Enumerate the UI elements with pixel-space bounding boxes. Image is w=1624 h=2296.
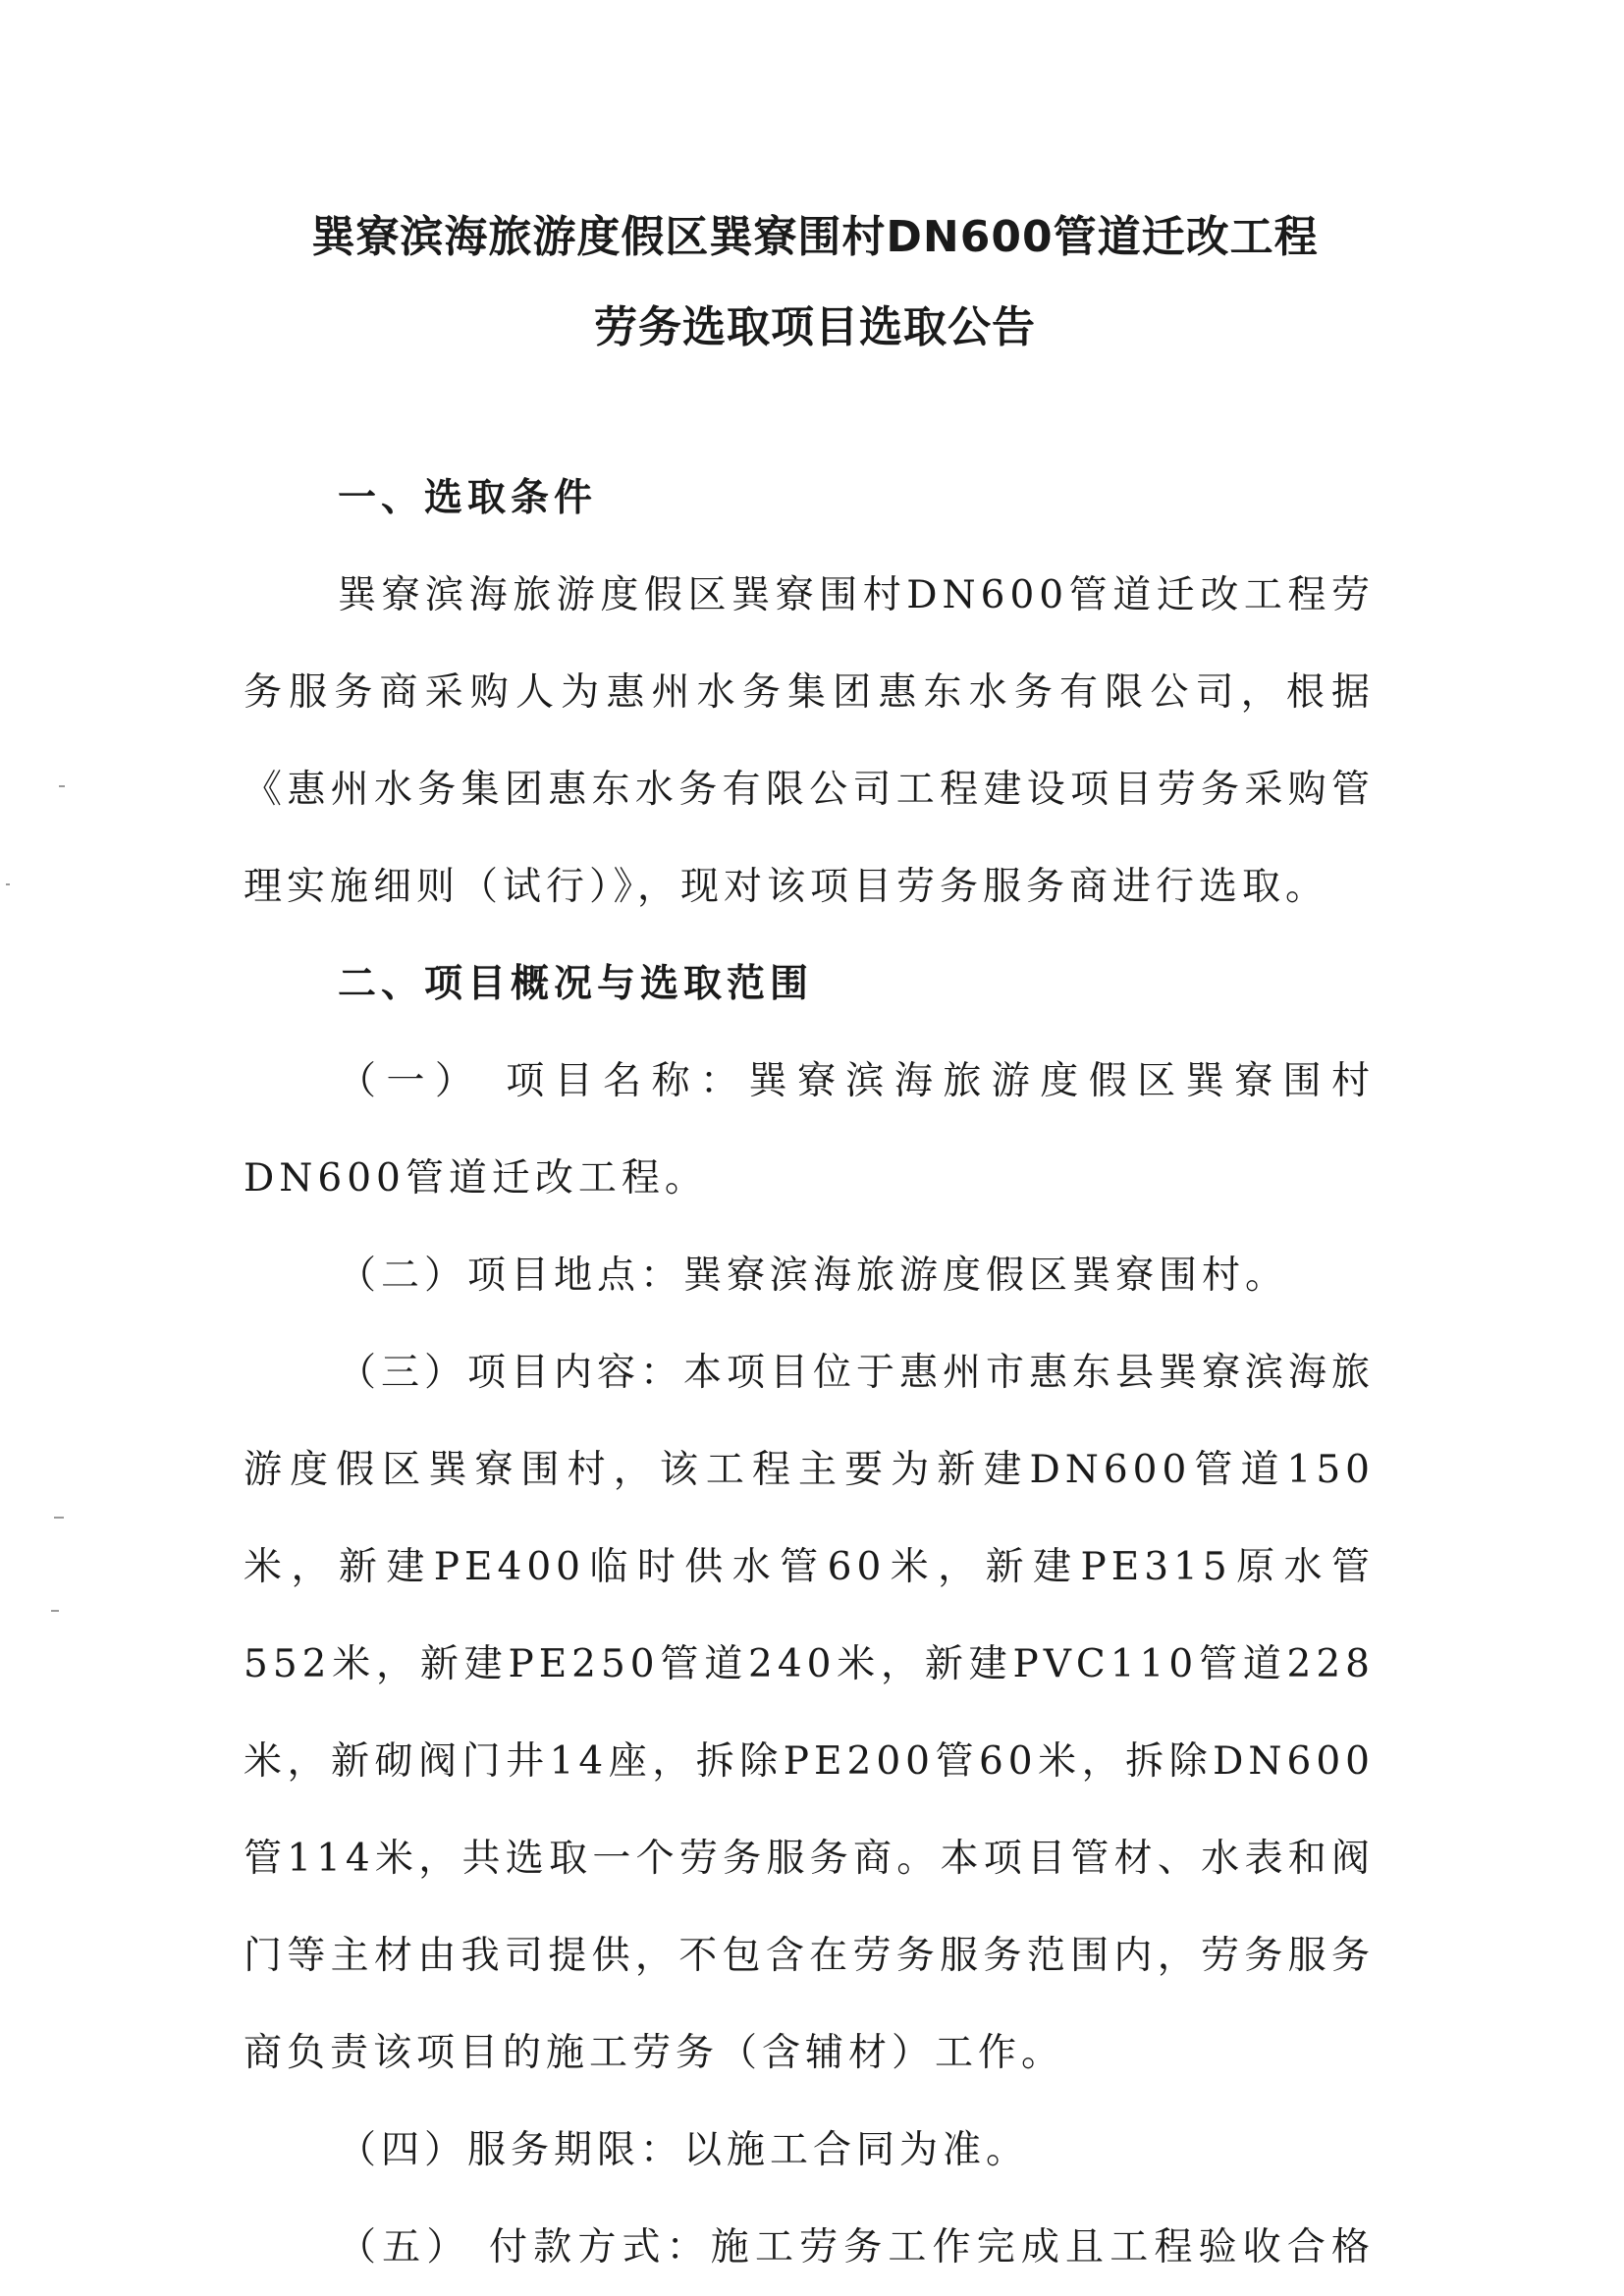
paragraph-payment-method: （五） 付款方式：施工劳务工作完成且工程验收合格 [338,2225,1375,2269]
document-title [177,192,1453,373]
paragraph-service-period: （四）服务期限：以施工合同为准。 [338,2128,1030,2172]
title-line-2: 劳务选取项目选取公告 [594,302,1036,352]
scan-speck [51,1610,59,1612]
scan-speck [59,785,65,787]
document-body [244,450,1375,2296]
paragraph-project-name: （一） 项目名称：巽寮滨海旅游度假区巽寮围村DN600管道迁改工程。 [244,1059,1375,1201]
scan-speck [6,883,10,885]
title-line-1: 巽寮滨海旅游度假区巽寮围村DN600管道迁改工程 [311,212,1319,262]
section-heading-overview: 二、项目概况与选取范围 [338,961,814,1006]
paragraph-project-content: （三）项目内容：本项目位于惠州市惠东县巽寮滨海旅游度假区巽寮围村，该工程主要为新建DN600管道150米，新建PE400临时供水管60米，新建PE315原水管552米，新建PE250管道240米，新建PVC110管道228米，新砌阀门井14座，拆除PE200管60米，拆除DN600管114米，共选取一个劳务服务商。本项目管材、水表和阀门等主材由我司提供，不包含在劳务服务范围内，劳务服务商负责该项目的施工劳务（含辅材）工作。 [244,1351,1376,2075]
paragraph-project-location: （二）项目地点：巽寮滨海旅游度假区巽寮围村。 [338,1254,1289,1298]
section-heading-conditions: 一、选取条件 [338,475,598,520]
paragraph-conditions: 巽寮滨海旅游度假区巽寮围村DN600管道迁改工程劳务服务商采购人为惠州水务集团惠东水务有限公司，根据《惠州水务集团惠东水务有限公司工程建设项目劳务采购管理实施细则（试行）》，现对该项目劳务服务商进行选取。 [244,573,1375,909]
scan-speck [54,1517,64,1519]
